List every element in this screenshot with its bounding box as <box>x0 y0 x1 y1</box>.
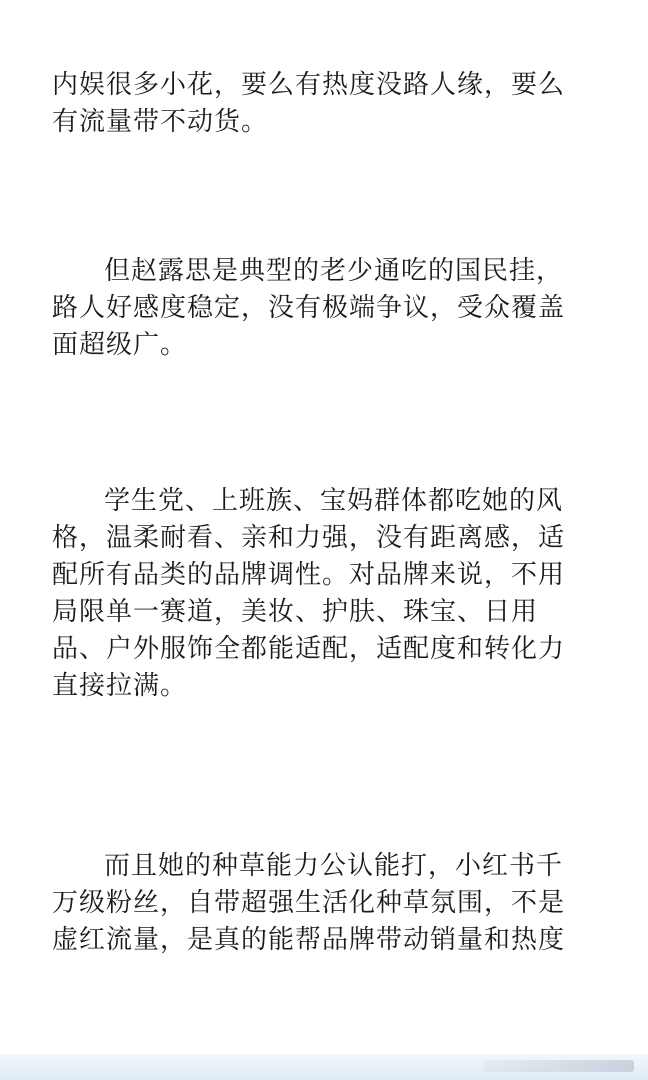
text-line: 格，温柔耐看、亲和力强，没有距离感，适 <box>52 523 566 553</box>
paragraph-4 <box>52 848 612 959</box>
text-line: 有流量带不动货。 <box>52 107 269 137</box>
watermark <box>484 1060 634 1072</box>
text-line: 学生党、上班族、宝妈群体都吃她的风 <box>104 486 564 516</box>
text-line: 但赵露思是典型的老少通吃的国民挂， <box>104 256 564 286</box>
paragraph-3 <box>52 483 612 705</box>
text-line: 直接拉满。 <box>52 671 188 701</box>
text-line: 路人好感度稳定，没有极端争议，受众覆盖 <box>52 293 566 323</box>
text-line: 而且她的种草能力公认能打，小红书千 <box>104 851 564 881</box>
text-line: 局限单一赛道，美妆、护肤、珠宝、日用 <box>52 597 539 627</box>
text-line: 面超级广。 <box>52 330 188 360</box>
text-line: 品、户外服饰全都能适配，适配度和转化力 <box>52 634 566 664</box>
bottom-bar <box>0 1054 648 1080</box>
text-line: 万级粉丝，自带超强生活化种草氛围，不是 <box>52 888 566 918</box>
text-line: 虚红流量，是真的能帮品牌带动销量和热度 <box>52 925 566 955</box>
text-line: 配所有品类的品牌调性。对品牌来说，不用 <box>52 560 566 590</box>
paragraph-1 <box>52 67 612 141</box>
text-line: 内娱很多小花，要么有热度没路人缘，要么 <box>52 70 566 100</box>
paragraph-2 <box>52 253 612 364</box>
